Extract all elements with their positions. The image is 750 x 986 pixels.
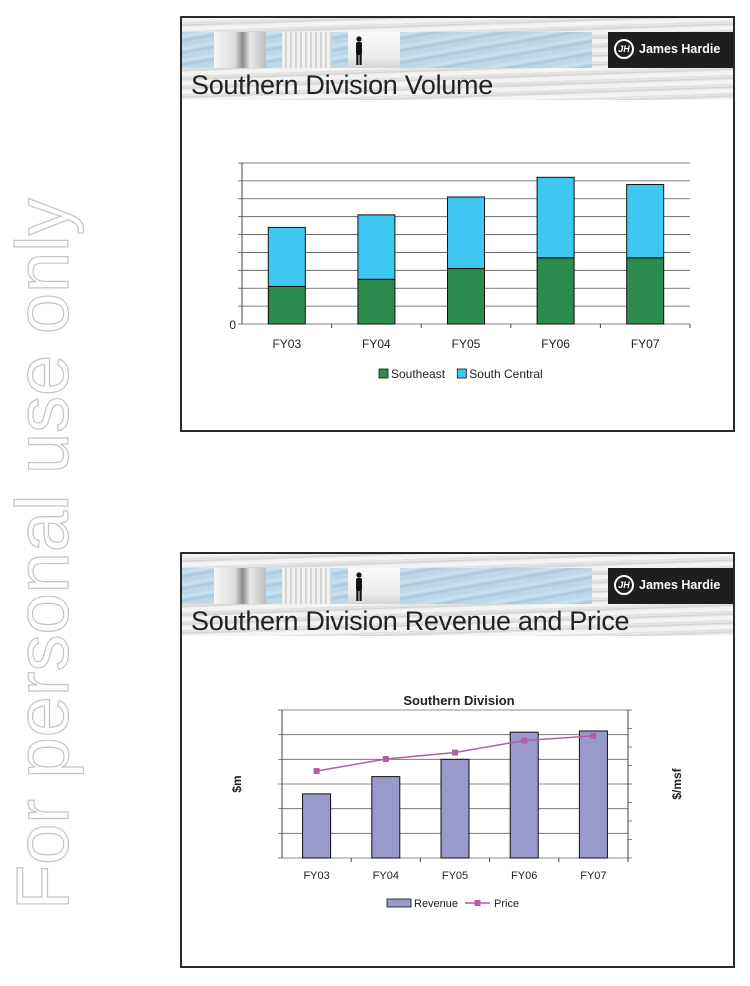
legend-label: Price: [494, 898, 520, 910]
point-price: [314, 768, 320, 774]
bar-southeast: [358, 279, 395, 324]
point-price: [383, 756, 389, 762]
point-price: [590, 733, 596, 739]
y-axis-label-left: $m: [230, 775, 244, 793]
point-price: [521, 738, 527, 744]
watermark-text: For personal use only: [1, 198, 84, 910]
point-price: [452, 750, 458, 756]
bar-southeast: [537, 258, 574, 324]
bar-revenue: [510, 732, 538, 858]
slide-revenue-price: [180, 552, 735, 968]
legend-swatch: [379, 369, 388, 378]
x-tick-label: FY04: [362, 337, 391, 351]
bar-southeast: [627, 258, 664, 324]
legend-marker: [475, 900, 481, 906]
bar-south-central: [358, 215, 395, 279]
bar-revenue: [441, 759, 469, 858]
x-tick-label: FY07: [580, 870, 607, 882]
x-tick-label: FY05: [451, 337, 481, 351]
bar-revenue: [303, 794, 331, 858]
slide-volume: [180, 16, 735, 432]
bar-revenue: [372, 777, 400, 858]
chart-title: Southern Division: [403, 693, 515, 708]
legend-swatch: [457, 369, 466, 378]
bar-south-central: [268, 227, 305, 286]
bar-south-central: [537, 177, 574, 257]
legend-label: Southeast: [391, 367, 446, 381]
bar-southeast: [268, 286, 305, 324]
logo-mark-icon: JH: [614, 39, 634, 59]
bar-south-central: [627, 184, 664, 257]
logo-text: James Hardie: [639, 42, 721, 56]
x-tick-label: FY06: [511, 870, 538, 882]
slide-title: Southern Division Volume: [191, 70, 493, 100]
legend-label: South Central: [469, 367, 543, 381]
bar-south-central: [448, 197, 485, 269]
y-tick-label: 0: [229, 318, 236, 332]
legend-label: Revenue: [414, 898, 459, 910]
volume-chart: [182, 18, 733, 430]
watermark: [0, 0, 100, 986]
x-tick-label: FY07: [630, 337, 660, 351]
logo-text: James Hardie: [639, 578, 721, 592]
x-tick-label: FY06: [541, 337, 570, 351]
x-tick-label: FY03: [272, 337, 302, 351]
slide-title: Southern Division Revenue and Price: [191, 606, 630, 636]
bar-revenue: [579, 731, 607, 858]
legend-swatch: [387, 899, 411, 907]
bar-southeast: [448, 269, 485, 324]
x-tick-label: FY04: [372, 870, 399, 882]
logo-mark-icon: JH: [614, 575, 634, 595]
x-tick-label: FY03: [303, 870, 330, 882]
revenue-price-chart: [182, 554, 733, 966]
x-tick-label: FY05: [441, 870, 469, 882]
y-axis-label-right: $/msf: [670, 768, 684, 800]
